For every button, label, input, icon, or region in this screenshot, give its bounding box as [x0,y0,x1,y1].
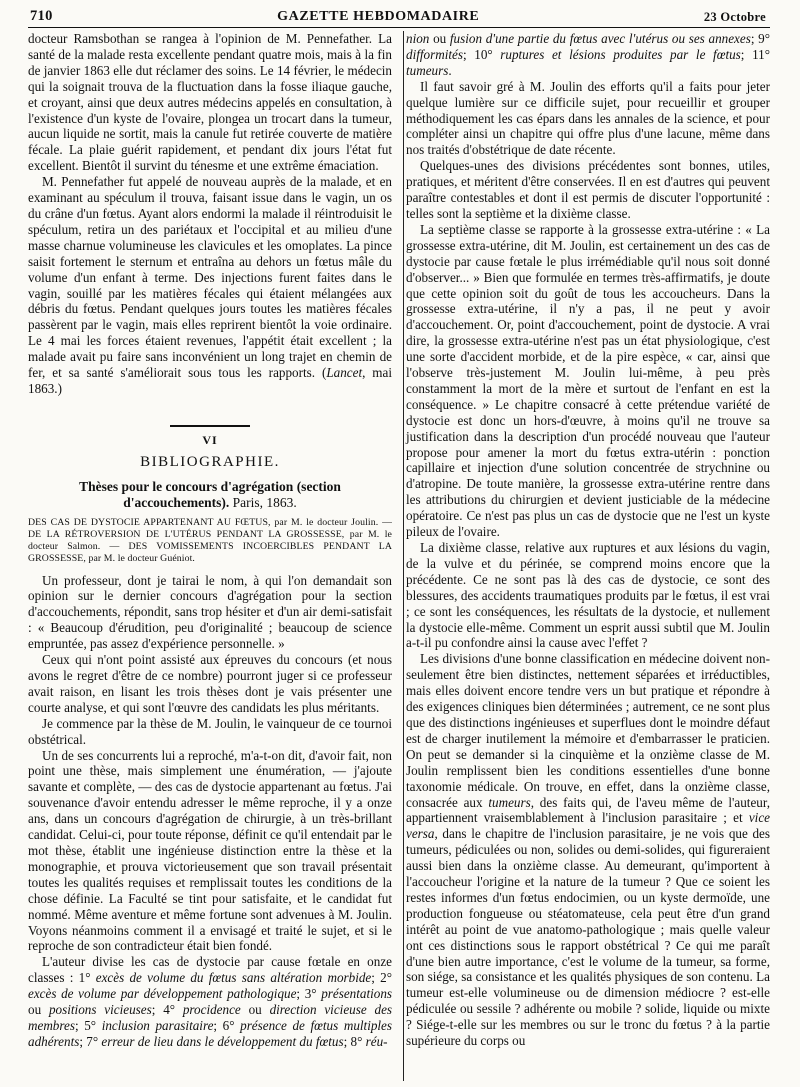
section-marker [28,415,392,449]
paragraph: Un professeur, dont je tairai le nom, à qui l'on demandait son opinion sur le dernier concours d'agrégation pour la section d'accouchements, répondit, sans trop hésiter et d'un air demi-satisfait : « Beaucoup d'érudition, peu d'originalité ; beaucoup de science empruntée, pas assez d'expérience personnelle. » [28,572,392,652]
columns [28,31,770,1050]
paragraph: Ceux qui n'ont point assisté aux épreuves du concours (et nous avons le regret d'être de ce nombre) pourront juger si ce professeur avait raison, en lisant les trois thèses dont je vais présenter une courte analyse, et qui sont l'œuvre des candidats les plus méritants. [28,652,392,715]
paragraph: La septième classe se rapporte à la grossesse extra-utérine : « La grossesse extra-utérine, dit M. Joulin, est certainement un des cas de dystocie par cause fœtale le plus irrémédiable qu'il nous soit donné d'observer... » Bien que formulée en termes très-affirmatifs, je doute que cette opinion soit du goût de tous les accoucheurs. Dans la grossesse extra-utérine, il n'y a pas, il ne peut y avoir d'accouchement. Or, point d'accouchement, point de dystocie. A vrai dire, la grossesse extra-utérine n'est pas un état physiologique, c'est une sorte d'accident morbide, et de la pire espèce, « car, ainsi que l'observe très-justement M. Joulin lui-même, à peu près constamment la mort de la mère et surtout de l'enfant en est la conséquence. » Le chapitre consacré à cette prétendue variété de dystocie est donc un hors-d'œuvre, à moins qu'il ne trouve sa justification dans la description d'un procédé nouveau que l'auteur propose pour amener la mort du fœtus extra-utérin : ponction capillaire et injection d'une solution concentrée de strychnine ou d'atropine. De toute manière, la grossesse extra-utérine rentre dans les attributions du chirurgien et devient justiciable de la médecine opératoire. Ce n'est pas plus un cas de dystocie que ne l'est un kyste pileux de l'ovaire. [406,221,770,540]
paragraph: Quelques-unes des divisions précédentes sont bonnes, utiles, pratiques, et méritent d'être conservées. Il en est d'autres qui peuvent paraître contestables et dont il est permis de discuter l'opportunité : telles sont la septième et la dixième classe. [406,158,770,221]
page-number: 710 [30,8,53,24]
paragraph: Un de ses concurrents lui a reproché, m'a-t-on dit, d'avoir fait, non point une thèse, mais simplement une énumération, — j'ajoute savante et complète, — des cas de dystocie appartenant au fœtus. J'ai souvenance d'avoir entendu adresser le même reproche, il y a onze ans, dans un concours d'agrégation de chirurgie, à un très-brillant candidat. Celui-ci, pour toute réponse, définit ce qu'il entendait par le mot thèse, établit une ingénieuse distinction entre la thèse et la monographie, et prouva victorieusement que son travail présentait toutes les qualités requises et remplissait toutes les conditions de la chose définie. La Faculté se tint pour satisfaite, et le candidat fut nommé. Même aventure et même fortune sont advenues à M. Joulin. Voyons néanmoins comment il a envisagé et traité le sujet, et si le reproche de son contradicteur était bien fondé. [28,747,392,954]
section-rule [170,425,250,427]
paragraph: Je commence par la thèse de M. Joulin, le vainqueur de ce tournoi obstétrical. [28,715,392,747]
thesis-list: DES CAS DE DYSTOCIE APPARTENANT AU FŒTUS, par M. le docteur Joulin. — DE LA RÉTROVERSION DE L'UTÉRUS PENDANT LA GROSSESSE, par M. le docteur Salmon. — DES VOMISSEMENTS INCOERCIBLES PENDANT LA GROSSESSE, par M. le docteur Guéniot. [28,516,392,564]
paragraph: Il faut savoir gré à M. Joulin des efforts qu'il a faits pour jeter quelque lumière sur ce difficile sujet, pour recueillir et grouper méthodiquement les cas épars dans les annales de la science, et pour compléter ainsi un chapitre qui offre plus d'une lacune, même dans nos traités d'obstétrique de date récente. [406,78,770,158]
paragraph: La dixième classe, relative aux ruptures et aux lésions du vagin, de la vulve et du périnée, se comprend moins encore que la précédente. Ce ne sont pas là des cas de dystocie, ce sont des blessures, des accidents traumatiques produits par le fœtus, il est vrai ; ce sont les conséquences, les résultats de la dystocie, et nullement la dystocie elle-même. Comment un esprit aussi subtil que M. Joulin a-t-il pu confondre ainsi la cause avec l'effet ? [406,540,770,651]
column-divider [403,31,404,1081]
running-head [28,6,770,28]
paragraph: L'auteur divise les cas de dystocie par cause fœtale en onze classes : 1° excès de volume du fœtus sans altération morbide; 2° excès de volume par développement pathologique; 3° présentations ou positions vicieuses; 4° procidence ou direction vicieuse des membres; 5° inclusion parasitaire; 6° présence de fœtus multiples adhérents; 7° erreur de lieu dans le développement du fœtus; 8° réu- [28,954,393,1049]
section-number: VI [202,432,218,447]
source-citation: Lancet [326,365,363,381]
thesis-heading: Thèses pour le concours d'agrégation (section d'accouchements). Paris, 1863. [79,478,341,510]
paragraph: Les divisions d'une bonne classification en médecine doivent non-seulement être bien distinctes, nettement séparées et irréductibles, mais elles doivent encore tendre vers un but pratique et répondre à des exigences cliniques bien déterminées ; autrement, ce ne sont plus que des distinctions ingénieuses et superflues dont le moindre défaut est de charger inutilement la mémoire et d'embarrasser le praticien. On peut se demander si la cinquième et la onzième classe de M. Joulin remplissent bien les conditions essentielles d'une bonne taxonomie médicale. On trouve, en effet, dans la onzième classe, consacrée aux tumeurs, des faits qui, de l'aveu même de l'auteur, appartiennent vraisemblablement à l'inclusion parasitaire ; et vice versa, dans le chapitre de l'inclusion parasitaire, je ne vois que des tumeurs, pédiculées ou non, solides ou demi-solides, qui figureraient aussi bien dans la onzième classe. Au demeurant, qu'importent à l'accoucheur l'origine et la nature de la tumeur ? Que ce soient les restes informes d'un fœtus endocimien, ou un kyste dermoïde, une production fongueuse ou stéatomateuse, cela peut être d'un grand intérêt au point de vue anatomo-pathologique ; mais quelle valeur ont ces distinctions sous le rapport obstétrical ? Ce qui me paraît d'une bien autre importance, c'est le volume de la tumeur, sa forme, son siége, sa consistance et les qualités physiques de son contenu. La tumeur est-elle volumineuse ou de dimension médiocre ? est-elle pédiculée ou sessile ? adhérente ou mobile ? solide, liquide ou mixte ? Siége-t-elle sur les membres ou sur le tronc du fœtus ? à la partie supérieure du corps ou [406,651,770,1049]
journal-title: GAZETTE HEBDOMADAIRE [277,9,480,24]
paragraph: nion ou fusion d'une partie du fœtus avec l'utérus ou ses annexes; 9° difformités; 10° ruptures et lésions produites par le fœtus; 11° tumeurs. [406,31,770,78]
paragraph: M. Pennefather fut appelé de nouveau auprès de la malade, et en examinant au spéculum il trouva, faisant issue dans le vagin, un os du crâne d'un fœtus. Ayant alors endormi la malade il réintroduisit le spéculum, retira un des pariétaux et l'occipital et au milieu d'une masse charnue volumineuse les clavicules et les omoplates. La pince saisit fortement le sternum et entraîna au dehors un fœtus mâle du volume d'un enfant à terme. Des injections furent faites dans le vagin, souillé par les matières fécales qui étaient mélangées aux débris du fœtus. Pendant quelques jours toutes les matières fécales passèrent par le vagin, mais elles reprirent bientôt la voie ordinaire. Le 4 mai les forces étaient revenues, l'appétit était excellent ; la malade avait pu faire sans inconvénient un long trajet en chemin de fer, et sa santé s'améliorait sous tous les rapports. (Lancet, mai 1863.) [28,174,392,396]
paragraph: docteur Ramsbothan se rangea à l'opinion de M. Pennefather. La santé de la malade resta excellente pendant quatre mois, mais à la fin de janvier 1863 elle dut réclamer des soins. Le 14 février, le médecin qui la soignait trouva de la fluctuation dans la fosse iliaque gauche, et croyant, ainsi que deux autres médecins appelés en consultation, à l'existence d'un kyste de l'ovaire, plongea un trocart dans la tumeur, aucun liquide ne sortit, mais la canule fut retirée couverte de matière fécale. La plaie guérit rapidement, et pendant dix jours l'état fut excellent. Bientôt il survint du ténesme et une extrême émaciation. [28,31,392,174]
left-column [28,31,392,1050]
issue-date: 23 Octobre [703,10,766,24]
right-column [406,31,770,1050]
section-title: BIBLIOGRAPHIE. [140,453,280,470]
